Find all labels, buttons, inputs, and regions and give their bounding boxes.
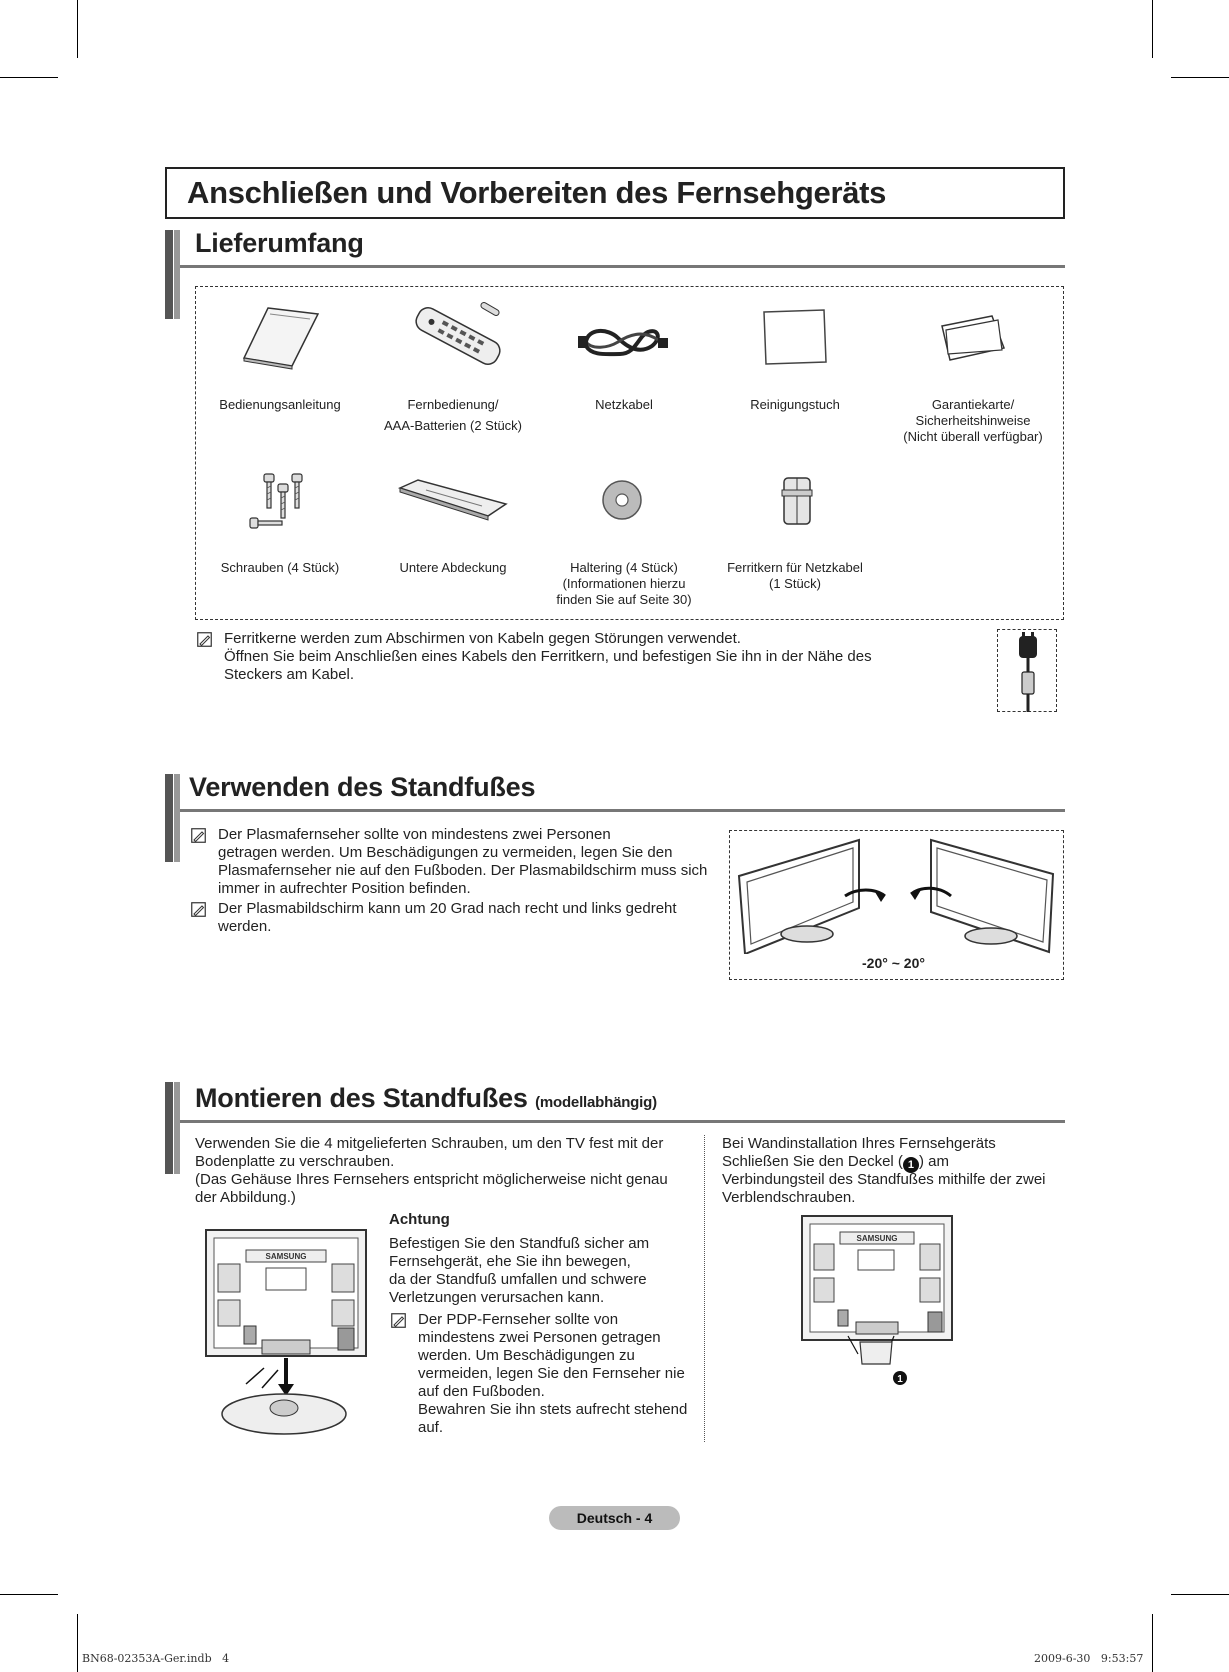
item-label-ferrite-core-line2: (1 Stück) (768, 576, 821, 591)
stand-note1-line3: Plasmafernseher nie auf den Fußboden. Der Plasmabildschirm muss sich (218, 862, 708, 879)
item-label-manual: Bedienungsanleitung (219, 397, 341, 412)
stand-note1-line1: Der Plasmafernseher sollte von mindestens zwei Personen (218, 826, 611, 843)
page-title: Anschließen und Vorbereiten des Fernsehgeräts (187, 175, 887, 210)
caution-note-line7: auf. (418, 1419, 444, 1436)
ferrite-note-line1: Ferritkerne werden zum Abschirmen von Kabeln gegen Störungen verwendet. (224, 630, 741, 647)
item-label-holder-ring-line2: (Informationen hierzu (562, 576, 686, 591)
cover-marker-1: 1 (903, 1157, 919, 1173)
item-label-warranty-line2: Sicherheitshinweise (915, 413, 1031, 428)
item-label-remote-line2: AAA-Batterien (2 Stück) (384, 418, 522, 433)
section-bar (165, 230, 173, 319)
section-bar (165, 1082, 173, 1174)
cleaning-cloth-icon (760, 306, 830, 366)
manual-icon (240, 300, 320, 370)
plug-with-ferrite-icon (1010, 632, 1046, 712)
crop-mark (77, 0, 78, 58)
ferrite-note-line2: Öffnen Sie beim Anschließen eines Kabels den Ferritkern, und befestigen Sie ihn in der Nähe des (224, 648, 872, 665)
section-bar (165, 774, 173, 862)
assembly-text-line3: (Das Gehäuse Ihres Fernsehers entspricht möglicherweise nicht genau (195, 1171, 668, 1188)
caution-note-line1: Der PDP-Fernseher sollte von (418, 1311, 619, 1328)
wall-install-line1: Bei Wandinstallation Ihres Fernsehgeräts (722, 1135, 996, 1152)
ferrite-core-icon (778, 472, 818, 528)
caution-title: Achtung (389, 1211, 450, 1228)
caution-line4: Verletzungen verursachen kann. (389, 1289, 605, 1306)
caution-line2: Fernsehgerät, ehe Sie ihn bewegen, (389, 1253, 631, 1270)
page-title-box (165, 167, 1065, 219)
note-icon (191, 828, 206, 843)
item-label-holder-ring-line3: finden Sie auf Seite 30) (556, 592, 692, 607)
crop-mark (1171, 1594, 1229, 1595)
stand-note2-line2: werden. (218, 918, 272, 935)
caution-line3: da der Standfuß umfallen und schwere (389, 1271, 647, 1288)
crop-mark (1152, 1614, 1153, 1672)
section-underline (180, 1120, 1065, 1123)
tv-brand-label: SAMSUNG (265, 1252, 307, 1261)
swivel-tv-illustration (735, 834, 1059, 954)
page-number-badge: Deutsch - 4 (549, 1506, 680, 1530)
caution-note-line2: mindestens zwei Personen getragen (418, 1329, 661, 1346)
assembly-text-line1: Verwenden Sie die 4 mitgelieferten Schrauben, um den TV fest mit der (195, 1135, 664, 1152)
tv-back-wall-cover-illustration (800, 1214, 956, 1386)
note-icon (197, 632, 212, 647)
section-underline (180, 809, 1065, 812)
assembly-text-line2: Bodenplatte zu verschrauben. (195, 1153, 395, 1170)
cover-marker-1-label: 1 (897, 1374, 903, 1385)
warranty-card-icon (938, 314, 1008, 364)
power-cord-icon (578, 320, 668, 365)
crop-mark (77, 1614, 78, 1672)
caution-note-line5: auf den Fußboden. (418, 1383, 545, 1400)
crop-mark (0, 1594, 58, 1595)
item-label-warranty: Garantiekarte/ (931, 397, 1015, 412)
item-label-cleaning-cloth: Reinigungstuch (750, 397, 840, 412)
stand-note1-line2: getragen werden. Um Beschädigungen zu vermeiden, legen Sie den (218, 844, 673, 861)
stand-note1-line4: immer in aufrechter Position befinden. (218, 880, 471, 897)
note-icon (391, 1313, 406, 1328)
tv-back-stand-assembly-illustration (204, 1228, 370, 1438)
caution-note-line3: werden. Um Beschädigungen zu (418, 1347, 635, 1364)
wall-install-line2 (722, 1153, 949, 1173)
item-label-ferrite-core: Ferritkern für Netzkabel (727, 560, 863, 575)
item-label-bottom-cover: Untere Abdeckung (399, 560, 507, 575)
section-title-text: Montieren des Standfußes (195, 1083, 528, 1113)
item-label-power-cord: Netzkabel (595, 397, 653, 412)
print-info-left: BN68-02353A-Ger.indb 4 (82, 1652, 230, 1665)
wall-install-line2a: Schließen Sie den Deckel ( (722, 1153, 903, 1170)
item-label-remote: Fernbedienung/ (407, 397, 499, 412)
wall-install-line2b: ) am (918, 1153, 949, 1170)
item-label-warranty-line3: (Nicht überall verfügbar) (903, 429, 1043, 444)
section-title-stand-assembly (195, 1083, 657, 1114)
item-label-holder-ring: Haltering (4 Stück) (570, 560, 678, 575)
ferrite-note-line3: Steckers am Kabel. (224, 666, 355, 683)
caution-line1: Befestigen Sie den Standfuß sicher am (389, 1235, 650, 1252)
section-bar-light (174, 230, 180, 319)
wall-install-line4: Verblendschrauben. (722, 1189, 856, 1206)
crop-mark (0, 77, 58, 78)
caution-note-line6: Bewahren Sie ihn stets aufrecht stehend (418, 1401, 688, 1418)
swivel-angle-label: -20° ~ 20° (862, 955, 925, 971)
section-bar-light (174, 1082, 180, 1174)
print-info-right: 2009-6-30 9:53:57 (1034, 1652, 1144, 1665)
note-icon (191, 902, 206, 917)
caution-note-line4: vermeiden, legen Sie den Fernseher nie (418, 1365, 685, 1382)
stand-note2-line1: Der Plasmabildschirm kann um 20 Grad nach recht und links gedreht (218, 900, 677, 917)
crop-mark (1171, 77, 1229, 78)
section-underline (180, 265, 1065, 268)
assembly-text-line4: der Abbildung.) (195, 1189, 296, 1206)
section-title-lieferumfang: Lieferumfang (195, 228, 364, 258)
holder-ring-icon (600, 478, 644, 522)
item-label-screws: Schrauben (4 Stück) (220, 560, 340, 575)
wall-install-line3: Verbindungsteil des Standfußes mithilfe der zwei (722, 1171, 1046, 1188)
bottom-cover-icon (396, 476, 510, 524)
section-title-stand-usage: Verwenden des Standfußes (189, 772, 536, 802)
crop-mark (1152, 0, 1153, 58)
section-bar-light (174, 774, 180, 862)
screws-icon (246, 470, 318, 536)
remote-control-icon (408, 296, 518, 376)
section-title-suffix: (modellabhängig) (535, 1094, 657, 1111)
column-divider (704, 1135, 705, 1442)
tv-brand-label: SAMSUNG (856, 1234, 898, 1243)
